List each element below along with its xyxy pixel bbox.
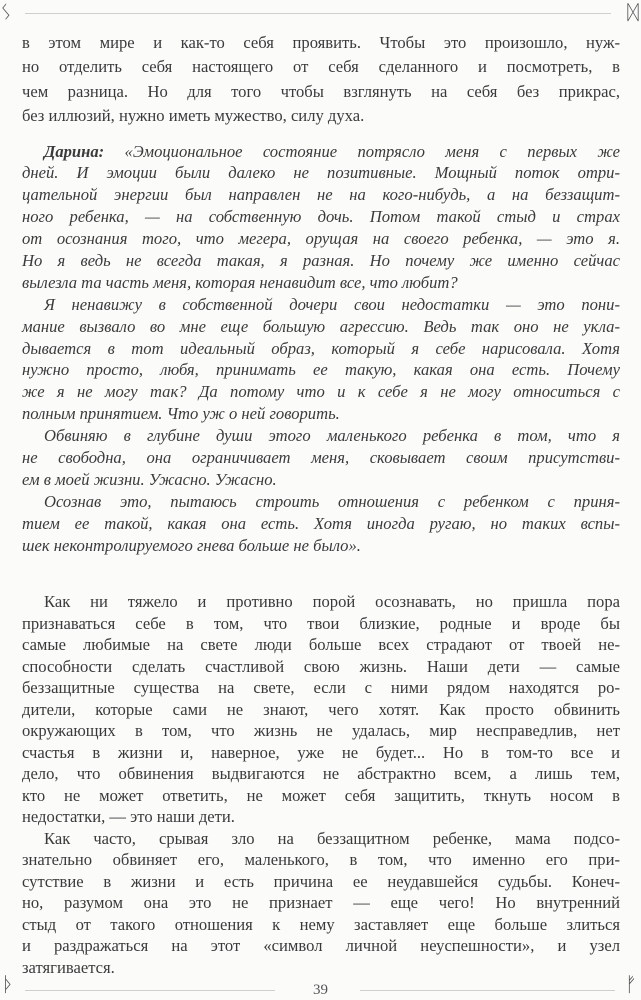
text-line: счастья в жизни и, наверное, уже не будет... Но в том-то все и: [22, 742, 620, 762]
text-line: ем в моей жизни. Ужасно. Ужасно.: [22, 469, 277, 489]
quote-paragraph: [22, 491, 620, 557]
text-line: [22, 141, 620, 163]
speaker-name: Дарина:: [44, 141, 105, 161]
text-line: шек неконтролируемого гнева больше не было».: [22, 535, 361, 555]
quote-paragraph: [22, 425, 620, 491]
rune-thurisaz-icon: ᚦ: [2, 972, 14, 996]
text-line: кто не может ответить, не может себя защитить, ткнуть носом в: [22, 785, 620, 805]
quote-text: «Эмоциональное состояние потрясло меня с первых же: [104, 141, 620, 161]
text-line: чем разница. Но для того чтобы взглянуть на себя без прикрас,: [22, 81, 620, 101]
rune-dagaz-icon: ᛞ: [627, 0, 639, 24]
text-line: в этом мире и как-то себя проявить. Чтобы это произошло, нуж-: [22, 33, 620, 52]
text-line: и раздражаться на этот «символ личной неуспешности», и узел: [22, 936, 620, 956]
body-paragraph: [22, 591, 620, 828]
body-paragraph: [22, 828, 620, 979]
text-line: дней. И эмоции были далеко не позитивные. Мощный поток отри-: [22, 163, 620, 183]
text-line: беззащитные существа на свете, если с ними рядом находятся ро-: [22, 678, 620, 698]
text-line: вылезла та часть меня, которая ненавидит все, что любит?: [22, 272, 458, 292]
text-line: Как часто, срывая зло на беззащитном ребенке, мама подсо-: [44, 828, 620, 848]
text-line: же я не могу так? Да потому что и к себе я не могу относиться с: [22, 382, 620, 402]
quote-paragraph: [22, 141, 620, 294]
text-line: без иллюзий, нужно иметь мужество, силу духа.: [22, 106, 365, 126]
page-number: 39: [313, 982, 328, 998]
rune-sowilo-icon: ᛊ: [0, 0, 12, 24]
rune-fehu-icon: ᚠ: [625, 972, 637, 996]
text-line: окружающих в том, что жизнь не удалась, мир несправедлив, нет: [22, 721, 620, 741]
text-line: способности сделать счастливой свою жизнь. Наши дети — самые: [22, 656, 620, 676]
text-line: Осознав это, пытаюсь строить отношения с ребенком с приня-: [44, 491, 620, 511]
text-line: Обвиняю в глубине души этого маленького ребенка в том, что я: [44, 426, 620, 446]
text-line: затягивается.: [22, 957, 115, 977]
text-line: Как ни тяжело и противно порой осознавать, но пришла пора: [44, 592, 620, 612]
text-line: стыд от такого отношения к нему заставляет еще больше злиться: [22, 914, 620, 934]
text-line: мание вызвало во мне еще большую агрессию. Ведь так оно не укла-: [22, 316, 620, 336]
text-line: признаваться себе в том, что твои близкие, родные и вроде бы: [22, 613, 620, 633]
text-line: цательной энергии был направлен не на кого-нибудь, а на беззащит-: [22, 185, 620, 205]
text-line: тием ее такой, какая она есть. Хотя иногда ругаю, но таких вспы-: [22, 513, 620, 533]
text-line: но отделить себя настоящего от себя сделанного и посмотреть, в: [22, 57, 620, 77]
header-rule: [25, 13, 611, 14]
text-line: дывается в тот идеальный образ, который я себе нарисовала. Хотя: [22, 338, 620, 358]
body-paragraph: [22, 31, 620, 129]
text-line: Но я ведь не всегда такая, я разная. Но почему же именно сейчас: [22, 251, 620, 271]
text-line: недостатки, — это наши дети.: [22, 807, 235, 827]
text-line: знательно обвиняет его, маленького, в том, что именно его при-: [22, 850, 620, 870]
text-line: от осознания того, что мегера, орущая на своего ребенка, — это я.: [22, 229, 620, 249]
page-body: [22, 31, 620, 978]
text-line: дители, которые сами не знают, чего хотят. Как просто обвинить: [22, 699, 620, 719]
text-line: но, разумом она это не признает — еще чего! Но внутренний: [22, 893, 620, 913]
text-line: самые любимые на свете люди больше всех страдают от твоей не-: [22, 635, 620, 655]
quote-paragraph: [22, 294, 620, 425]
text-line: нужно просто, любя, принимать ее такую, какая она есть. Почему: [22, 360, 620, 380]
text-line: ного ребенка, — на собственную дочь. Потом такой стыд и страх: [22, 207, 620, 227]
text-line: не свободна, она ограничивает меня, сковывает своим присутстви-: [22, 448, 620, 468]
text-line: дело, что обвинения выдвигаются не абстрактно всем, а лишь тем,: [22, 764, 620, 784]
text-line: Я ненавижу в собственной дочери свои недостатки — это пони-: [44, 294, 620, 314]
text-line: сутствие в жизни и есть причина ее неудавшейся судьбы. Конеч-: [22, 871, 620, 891]
text-line: полным принятием. Что уж о ней говорить.: [22, 404, 340, 424]
